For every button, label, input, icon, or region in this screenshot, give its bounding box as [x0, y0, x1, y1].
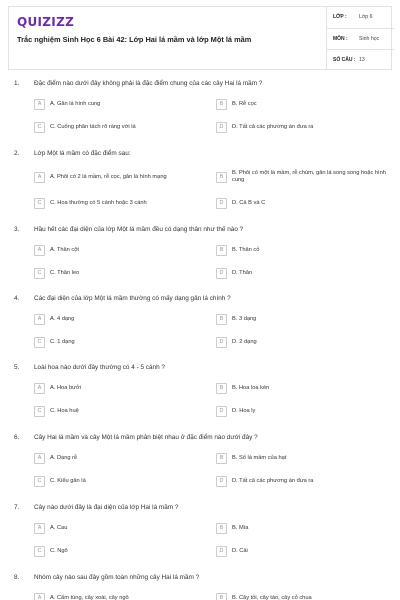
meta-key: LỚP :	[333, 14, 347, 20]
option-c[interactable]	[34, 474, 210, 488]
option-text: D. Cải	[232, 547, 248, 554]
option-text: A. Cẩm tùng, cây xoài, cây ngô	[50, 594, 129, 600]
option-b[interactable]	[216, 381, 386, 395]
question-text: Lớp Một lá mầm có đặc điểm sau:	[34, 150, 131, 157]
option-text: B. Phôi có một lá mầm, rễ chùm, gân lá song song hoặc hình cung	[232, 170, 386, 183]
option-letter-badge: C	[34, 476, 45, 487]
question-number: 4.	[14, 295, 20, 302]
option-c[interactable]	[34, 335, 210, 349]
option-letter-badge: A	[34, 99, 45, 110]
option-letter-badge: C	[34, 268, 45, 279]
option-b[interactable]	[216, 312, 386, 326]
option-text: B. Hoa loa kèn	[232, 384, 270, 391]
option-letter-badge: B	[216, 523, 227, 534]
option-text: C. 1 dạng	[50, 338, 75, 345]
option-letter-badge: A	[34, 453, 45, 464]
option-text: A. 4 dạng	[50, 315, 75, 322]
option-text: C. Hoa huệ	[50, 407, 79, 414]
meta-key: SỐ CÂU :	[333, 56, 356, 63]
option-a[interactable]	[34, 591, 210, 600]
question-text: Đặc điểm nào dưới đây không phải là đặc điểm chung của các cây Hai lá mầm ?	[34, 80, 263, 87]
option-text: B. Rễ cọc	[232, 100, 257, 107]
option-b[interactable]	[216, 170, 386, 184]
option-text: A. Cau	[50, 524, 68, 531]
option-d[interactable]	[216, 404, 386, 418]
option-b[interactable]	[216, 521, 386, 535]
option-letter-badge: C	[34, 406, 45, 417]
option-c[interactable]	[34, 120, 210, 134]
question-number: 6.	[14, 434, 20, 441]
option-text: B. 3 dạng	[232, 315, 257, 322]
option-text: D. Tất cả các phương án đưa ra	[232, 477, 314, 484]
question-text: Hầu hết các đại diện của lớp Một lá mầm đều có dạng thân như thế nào ?	[34, 226, 244, 233]
option-text: C. Thân leo	[50, 269, 80, 276]
option-letter-badge: B	[216, 245, 227, 256]
quiz-meta-table	[326, 7, 393, 69]
option-a[interactable]	[34, 381, 210, 395]
option-letter-badge: B	[216, 593, 227, 600]
option-letter-badge: A	[34, 383, 45, 394]
option-letter-badge: B	[216, 453, 227, 464]
option-d[interactable]	[216, 335, 386, 349]
option-text: B. Thân cỏ	[232, 246, 260, 253]
question-text: Cây nào dưới đây là đại diện của lớp Hai lá mầm ?	[34, 504, 179, 511]
question-text: Các đại diện của lớp Một lá mầm thường có mấy dạng gân lá chính ?	[34, 295, 231, 302]
option-letter-badge: B	[216, 314, 227, 325]
option-letter-badge: D	[216, 476, 227, 487]
option-text: A. Gân lá hình cung	[50, 100, 101, 107]
option-d[interactable]	[216, 544, 386, 558]
option-letter-badge: D	[216, 268, 227, 279]
option-a[interactable]	[34, 170, 210, 184]
meta-value: Sinh học	[359, 35, 380, 42]
option-text: A. Phôi có 2 lá mầm, rễ cọc, gân lá hình mạng	[50, 173, 167, 180]
option-c[interactable]	[34, 404, 210, 418]
option-c[interactable]	[34, 196, 210, 210]
option-b[interactable]	[216, 451, 386, 465]
option-text: A. Dạng rễ	[50, 454, 78, 461]
option-letter-badge: D	[216, 122, 227, 133]
meta-key: MÔN :	[333, 35, 348, 42]
option-letter-badge: D	[216, 406, 227, 417]
meta-row-class	[327, 7, 394, 27]
meta-row-question-count	[327, 49, 394, 69]
option-letter-badge: D	[216, 198, 227, 209]
option-d[interactable]	[216, 474, 386, 488]
option-text: B. Cây tỏi, cây táo, cây cỏ chua	[232, 594, 312, 600]
option-d[interactable]	[216, 196, 386, 210]
option-letter-badge: A	[34, 314, 45, 325]
option-b[interactable]	[216, 97, 386, 111]
option-letter-badge: B	[216, 99, 227, 110]
quiz-header	[8, 6, 392, 70]
option-text: D. Cả B và C	[232, 199, 266, 206]
option-text: A. Thân cột	[50, 246, 79, 253]
question-number: 8.	[14, 574, 20, 581]
option-b[interactable]	[216, 243, 386, 257]
option-letter-badge: A	[34, 172, 45, 183]
option-text: C. Ngô	[50, 547, 68, 554]
question-number: 7.	[14, 504, 20, 511]
question-number: 2.	[14, 150, 20, 157]
option-letter-badge: A	[34, 523, 45, 534]
page-title: Trắc nghiệm Sinh Học 6 Bài 42: Lớp Hai lá mầm và lớp Một lá mầm	[17, 35, 252, 44]
option-a[interactable]	[34, 312, 210, 326]
option-b[interactable]	[216, 591, 386, 600]
option-letter-badge: C	[34, 337, 45, 348]
option-letter-badge: C	[34, 546, 45, 557]
option-letter-badge: B	[216, 383, 227, 394]
option-text: B. Số lá mầm của hạt	[232, 454, 287, 461]
option-text: D. Thân	[232, 269, 253, 276]
quizizz-logo[interactable]: QUIZIZZ	[17, 15, 75, 29]
question-number: 5.	[14, 364, 20, 371]
option-letter-badge: B	[216, 172, 227, 183]
option-letter-badge: C	[34, 198, 45, 209]
option-text: D. Tất cả các phương án đưa ra	[232, 123, 314, 130]
option-text: A. Hoa bưởi	[50, 384, 81, 391]
meta-value: 13	[359, 56, 365, 63]
option-a[interactable]	[34, 97, 210, 111]
question-text: Nhóm cây nào sau đây gồm toàn những cây Hai lá mầm ?	[34, 574, 200, 581]
option-text: D. Hoa ly	[232, 407, 256, 414]
option-text: C. Kiểu gân lá	[50, 477, 86, 484]
option-letter-badge: A	[34, 245, 45, 256]
option-text: D. 2 dạng	[232, 338, 257, 345]
option-c[interactable]	[34, 544, 210, 558]
question-number: 1.	[14, 80, 20, 87]
meta-row-subject	[327, 28, 394, 48]
question-text: Loài hoa nào dưới đây thường có 4 - 5 cánh ?	[34, 364, 165, 371]
meta-value: Lớp 6	[359, 14, 373, 20]
option-letter-badge: A	[34, 593, 45, 600]
option-text: B. Mía	[232, 524, 249, 531]
question-text: Cây Hai lá mầm và cây Một lá mầm phân biệt nhau ở đặc điểm nào dưới đây ?	[34, 434, 258, 441]
option-c[interactable]	[34, 266, 210, 280]
option-letter-badge: C	[34, 122, 45, 133]
option-text: C. Hoa thường có 5 cánh hoặc 3 cánh	[50, 199, 147, 206]
option-a[interactable]	[34, 243, 210, 257]
option-a[interactable]	[34, 521, 210, 535]
option-text: C. Cuống phân tách rõ ràng với lá	[50, 123, 136, 130]
option-letter-badge: D	[216, 337, 227, 348]
question-number: 3.	[14, 226, 20, 233]
option-d[interactable]	[216, 120, 386, 134]
option-d[interactable]	[216, 266, 386, 280]
option-letter-badge: D	[216, 546, 227, 557]
option-a[interactable]	[34, 451, 210, 465]
